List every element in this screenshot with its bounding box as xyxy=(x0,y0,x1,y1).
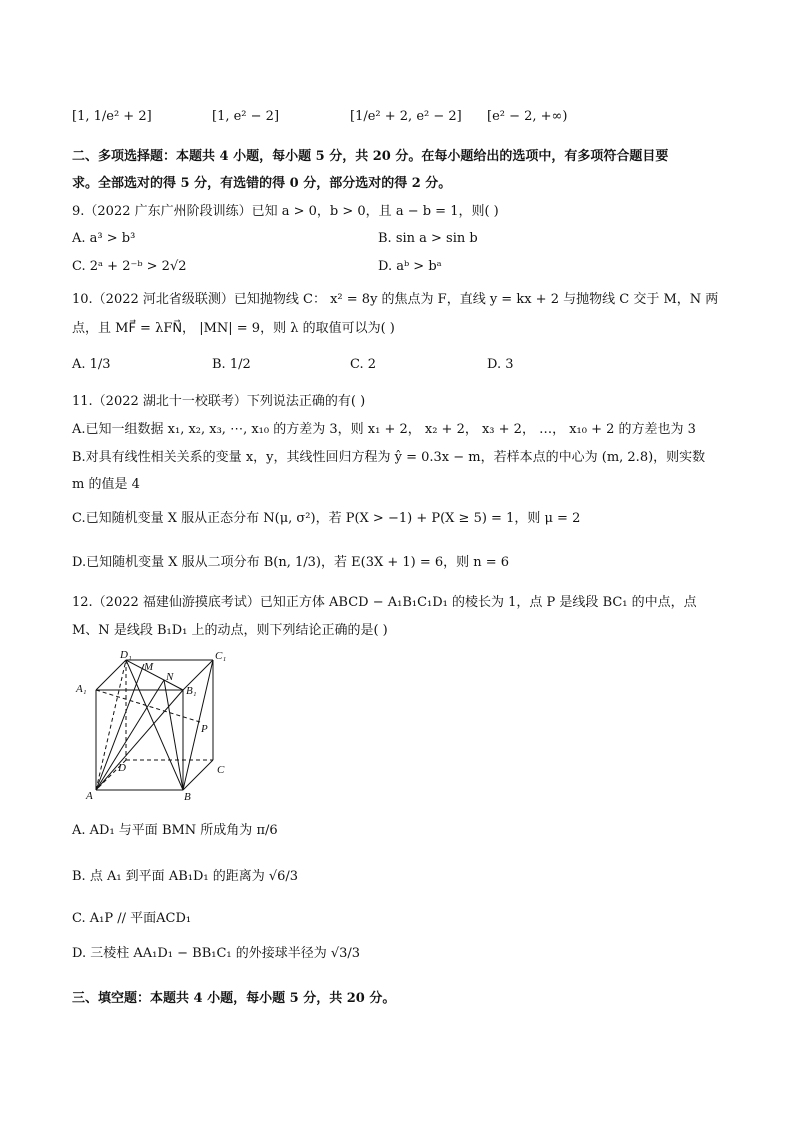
q11-option-b-line1: B.对具有线性相关关系的变量 x，y，其线性回归方程为 ŷ = 0.3x − m，若样本点的中心为 (m, 2.8)，则实数 xyxy=(72,450,706,465)
q9-option-c: C. 2ᵃ + 2⁻ᵇ > 2√2 xyxy=(72,259,187,274)
section3-heading: 三、填空题：本题共 4 小题，每小题 5 分，共 20 分。 xyxy=(72,991,396,1006)
svg-text:D: D xyxy=(118,762,126,774)
q12-stem-line2: M、N 是线段 B₁D₁ 上的动点，则下列结论正确的是( ) xyxy=(72,623,388,638)
q12-option-a: A. AD₁ 与平面 BMN 所成角为 π/6 xyxy=(72,823,278,838)
svg-text:B₁: B₁ xyxy=(186,685,197,697)
q11-option-b-line2: m 的值是 4 xyxy=(72,477,140,492)
svg-text:C₁: C₁ xyxy=(215,650,227,662)
q10-option-b: B. 1/2 xyxy=(212,357,251,372)
q10-option-a: A. 1/3 xyxy=(72,357,111,372)
q9-stem: 9.（2022 广东广州阶段训练）已知 a > 0，b > 0，且 a − b = 1，则( ) xyxy=(72,204,499,219)
q11-option-c: C.已知随机变量 X 服从正态分布 N(μ, σ²)，若 P(X > −1) + P(X ≥ 5) = 1，则 μ = 2 xyxy=(72,511,581,526)
q10-option-d: D. 3 xyxy=(487,357,514,372)
svg-text:A₁: A₁ xyxy=(76,683,87,695)
q12-option-c: C. A₁P // 平面ACD₁ xyxy=(72,911,192,926)
q12-stem-line1: 12.（2022 福建仙游摸底考试）已知正方体 ABCD − A₁B₁C₁D₁ 的棱长为 1，点 P 是线段 BC₁ 的中点，点 xyxy=(72,595,697,610)
q8-choice-a: [1, 1/e² + 2] xyxy=(72,109,152,124)
q10-stem-line1: 10.（2022 河北省级联测）已知抛物线 C： x² = 8y 的焦点为 F，直线 y = kx + 2 与抛物线 C 交于 M，N 两 xyxy=(72,292,719,307)
q8-choice-c: [1/e² + 2, e² − 2] xyxy=(350,109,462,124)
q9-option-d: D. aᵇ > bᵃ xyxy=(378,259,442,274)
q11-option-d: D.已知随机变量 X 服从二项分布 B(n, 1/3)，若 E(3X + 1) = 6，则 n = 6 xyxy=(72,555,510,570)
svg-text:A: A xyxy=(86,790,93,802)
svg-text:C: C xyxy=(217,764,225,776)
svg-text:D₁: D₁ xyxy=(120,650,132,661)
q10-option-c: C. 2 xyxy=(350,357,377,372)
section2-heading-line1: 二、多项选择题：本题共 4 小题，每小题 5 分，共 20 分。在每小题给出的选项中，有多项符合题目要 xyxy=(72,149,669,164)
svg-text:P: P xyxy=(201,723,208,735)
q8-choice-d: [e² − 2, +∞) xyxy=(487,109,568,124)
cube-figure xyxy=(68,650,248,802)
q11-stem: 11.（2022 湖北十一校联考）下列说法正确的有( ) xyxy=(72,394,366,409)
svg-text:B: B xyxy=(184,791,191,802)
section2-heading-line2: 求。全部选对的得 5 分，有选错的得 0 分，部分选对的得 2 分。 xyxy=(72,176,452,191)
svg-text:M: M xyxy=(144,661,154,673)
q8-choice-b: [1, e² − 2] xyxy=(212,109,280,124)
q10-stem-line2: 点，且 MF⃗ = λFN⃗， |MN| = 9，则 λ 的取值可以为( ) xyxy=(72,321,395,336)
q12-option-b: B. 点 A₁ 到平面 AB₁D₁ 的距离为 √6/3 xyxy=(72,869,299,884)
q9-option-a: A. a³ > b³ xyxy=(72,231,136,246)
svg-text:N: N xyxy=(166,671,174,683)
q11-option-a: A.已知一组数据 x₁, x₂, x₃, ⋯, x₁₀ 的方差为 3，则 x₁ + 2， x₂ + 2， x₃ + 2， …， x₁₀ + 2 的方差也为 3 xyxy=(72,422,696,437)
q12-option-d: D. 三棱柱 AA₁D₁ − BB₁C₁ 的外接球半径为 √3/3 xyxy=(72,946,361,961)
q9-option-b: B. sin a > sin b xyxy=(378,231,478,246)
